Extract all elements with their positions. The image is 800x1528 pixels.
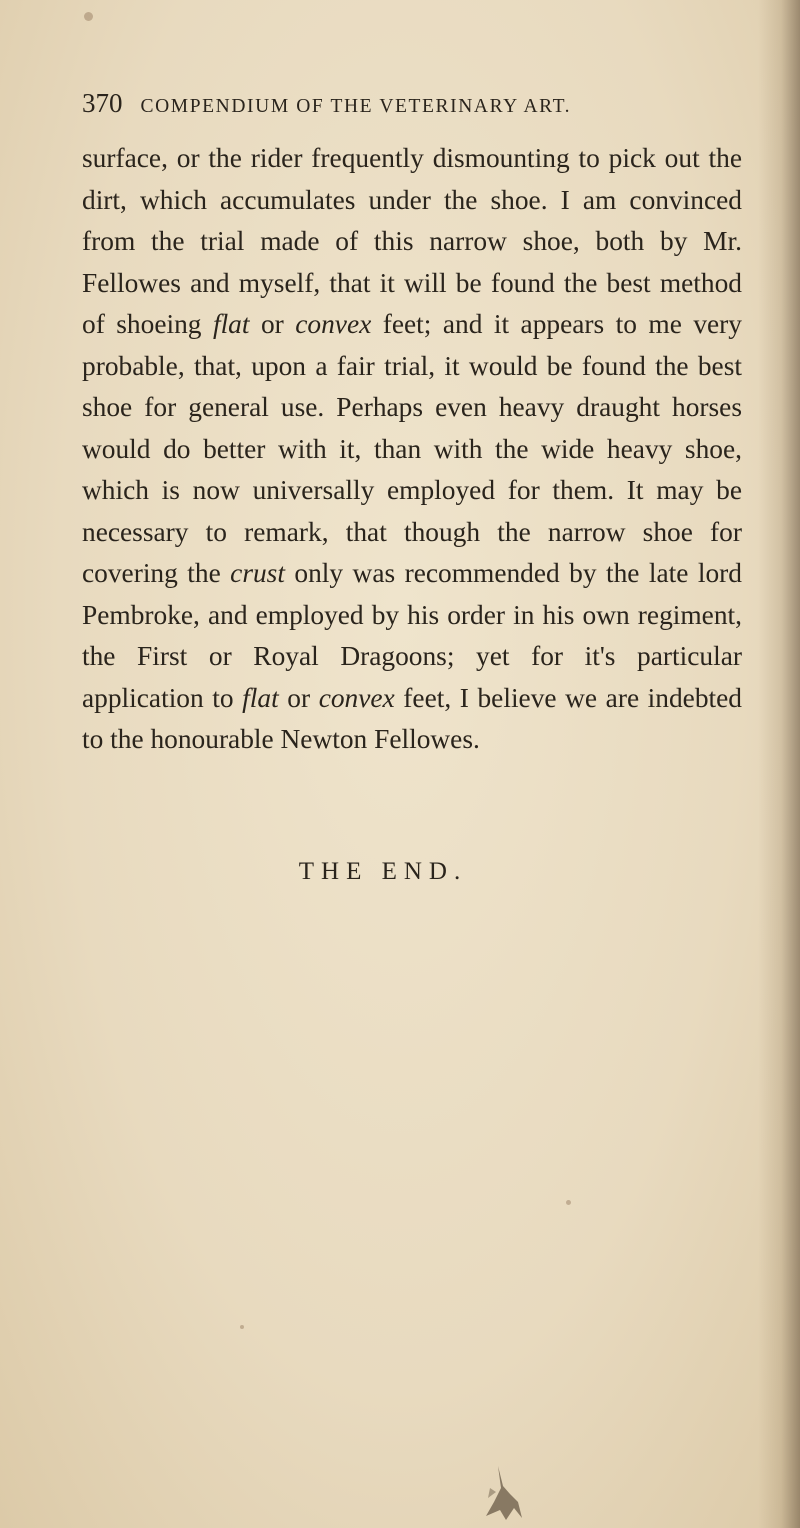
italic-term-convex: convex xyxy=(318,682,395,713)
text-run: surface, or the rider frequently dismounting to pick out the dirt, which accumulates under the shoe. I am convinced from the trial made of this narrow shoe, both by Mr. Fellowes and myself, that it will be found the best method of shoeing xyxy=(82,143,742,339)
paper-speck xyxy=(84,12,93,21)
text-run: or xyxy=(249,309,296,339)
running-head xyxy=(82,88,722,128)
running-title: COMPENDIUM OF THE VETERINARY ART. xyxy=(140,96,572,117)
text-run: feet; and it appears to me very probable, that, upon a fair trial, it would be found the best shoe for general use. Perhaps even heavy draught horses would do better with it, than with the wide heavy shoe, which is now universally employed for them. It may be necessary to remark, that though the narrow shoe for covering the xyxy=(82,309,742,588)
ink-smudge xyxy=(470,1458,540,1524)
italic-term-convex: convex xyxy=(295,309,372,339)
paper-speck xyxy=(240,1325,244,1329)
text-run: feet, I believe we are indebted to the honourable Newton Fellowes. xyxy=(82,682,742,754)
body-text xyxy=(82,138,742,761)
text-run: or xyxy=(278,682,319,713)
italic-term-crust: crust xyxy=(230,558,285,588)
the-end-heading: THE END. xyxy=(298,858,468,885)
paper-speck xyxy=(566,1200,571,1205)
text-run: only was recommended by the late lord Pembroke, and employed by his order in his own regiment, the First or Royal Dragoons; yet for it's particular application to xyxy=(82,558,742,713)
page-edge-shadow xyxy=(758,0,800,1528)
page-number: 370 xyxy=(82,88,123,118)
italic-term-flat: flat xyxy=(242,682,279,713)
italic-term-flat: flat xyxy=(212,309,250,339)
body-paragraph xyxy=(82,138,742,761)
